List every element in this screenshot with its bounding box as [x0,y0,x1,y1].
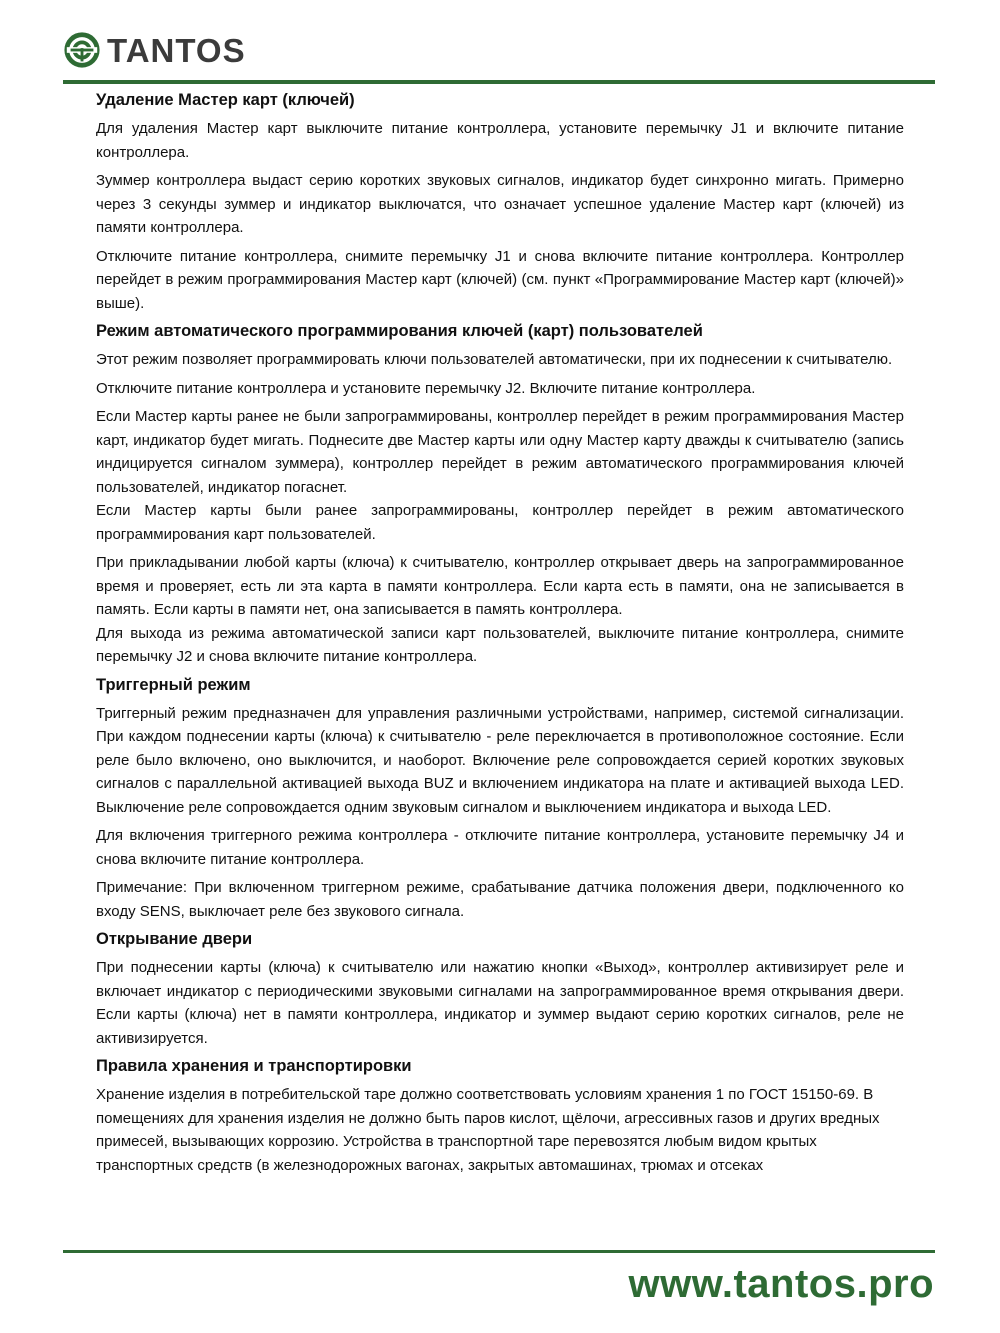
document-body [96,89,904,1182]
section-heading: Правила хранения и транспортировки [96,1057,412,1075]
tantos-logo-icon [63,31,101,69]
section-heading: Удаление Мастер карт (ключей) [96,91,355,109]
paragraph: При поднесении карты (ключа) к считывателю или нажатию кнопки «Выход», контроллер активизирует реле и включает индикатор с периодическими звуковыми сигналами на запрограммированное время открывания двери. Если карты (ключа) нет в памяти контроллера, индикатор и зуммер выдают серию коротких сигналов, реле не активизируется. [96,959,904,1047]
section-heading: Открывание двери [96,930,253,948]
paragraph: Если Мастер карты ранее не были запрограммированы, контроллер перейдет в режим программирования Мастер карт, индикатор будет мигать. Поднесите две Мастер карты или одну Мастер карту дважды к считывателю (запись индицируется сигналом зуммера), контроллер перейдет в режим автоматического программирования ключей пользователей, индикатор погаснет. [96,408,904,496]
paragraph: Триггерный режим предназначен для управления различными устройствами, например, системой сигнализации. При каждом поднесении карты (ключа) к считывателю - реле переключается в противоположное состояние. Если реле было включено, оно выключится, и наоборот. Включение реле сопровождается серией коротких звуковых сигналов с параллельной активацией выхода BUZ и включением индикатора на плате и активацией выхода LED. Выключение реле сопровождается одним звуковым сигналом и выключением индикатора и выхода LED. [96,704,904,816]
brand-name: TANTOS [107,31,246,69]
footer-divider [63,1250,935,1253]
paragraph: Для включения триггерного режима контроллера - отключите питание контроллера, установите перемычку J4 и снова включите питание контроллера. [96,827,904,868]
footer-website-url: www.tantos.pro [628,1262,934,1306]
paragraph: Если Мастер карты были ранее запрограммированы, контроллер перейдет в режим автоматического программирования карт пользователей. [96,502,904,543]
paragraph: Этот режим позволяет программировать ключи пользователей автоматически, при их поднесении к считывателю. [96,351,893,368]
section-heading: Триггерный режим [96,675,251,694]
paragraph: Хранение изделия в потребительской таре должно соответствовать условиям хранения 1 по ГОСТ 15150-69. В помещениях для хранения изделия не должно быть паров кислот, щёлочи, агрессивных газов и других вредных примесей, вызывающих коррозию. Устройства в транспортной таре перевозятся любым видом крытых транспортных средств (в железнодорожных вагонах, закрытых автомашинах, трюмах и отсеках [96,1086,880,1174]
paragraph: Зуммер контроллера выдаст серию коротких звуковых сигналов, индикатор будет синхронно мигать. Примерно через 3 секунды зуммер и индикатор выключатся, что означает успешное удаление Мастер карт (ключей) из памяти контроллера. [96,172,904,236]
paragraph: Отключите питание контроллера и установите перемычку J2. Включите питание контроллера. [96,379,756,397]
paragraph: Для выхода из режима автоматической записи карт пользователей, выключите питание контроллера, снимите перемычку J2 и снова включите питание контроллера. [96,624,904,665]
paragraph: Примечание: При включенном триггерном режиме, срабатывание датчика положения двери, подключенного ко входу SENS, выключает реле без звукового сигнала. [96,879,904,920]
brand-header [63,28,246,72]
paragraph: При прикладывании любой карты (ключа) к считывателю, контроллер открывает дверь на запрограммированное время и проверяет, есть ли эта карта в памяти контроллера. Если карта есть в памяти, она не записывается в память. Если карты в памяти нет, она записывается в память контроллера. [96,554,904,618]
paragraph: Для удаления Мастер карт выключите питание контроллера, установите перемычку J1 и включите питание контроллера. [96,120,904,161]
header-divider [63,80,935,84]
section-heading: Режим автоматического программирования ключей (карт) пользователей [96,322,703,340]
paragraph: Отключите питание контроллера, снимите перемычку J1 и снова включите питание контроллера. Контроллер перейдет в режим программирования Мастер карт (ключей) (см. пункт «Программирование Мастер карт (ключей)» выше). [96,247,904,312]
